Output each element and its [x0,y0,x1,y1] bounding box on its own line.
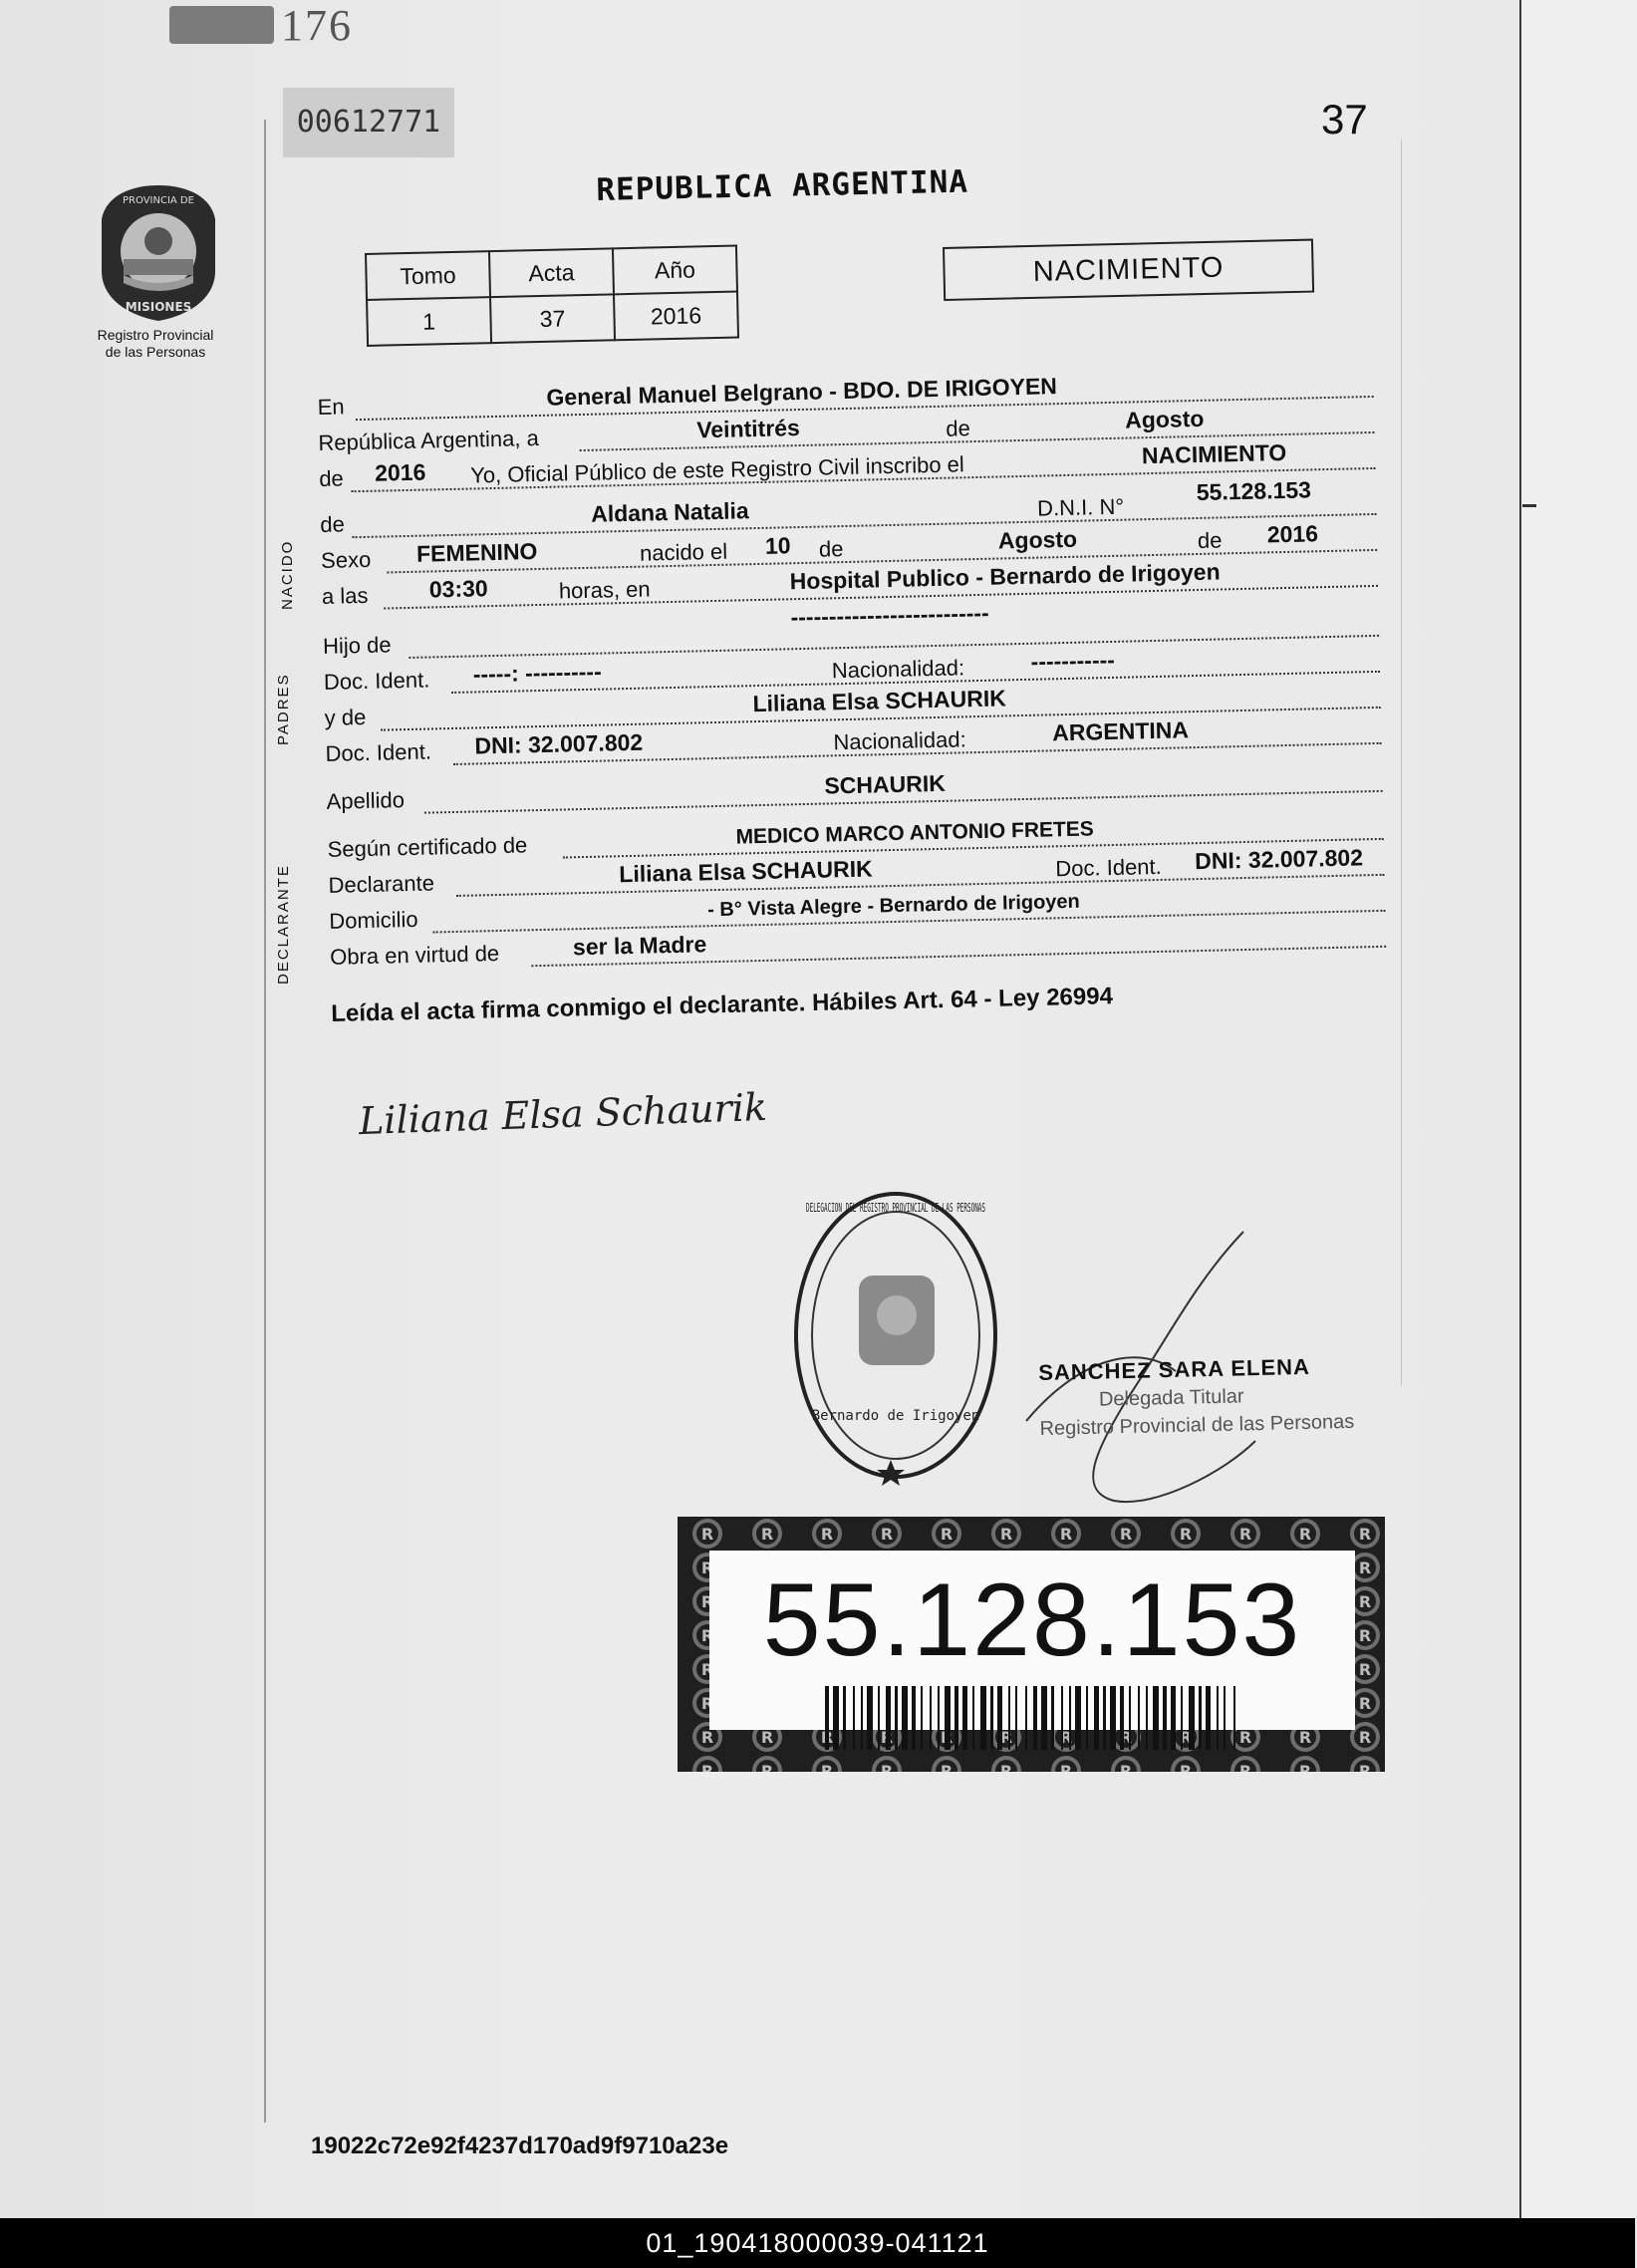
logo-caption-line1: Registro Provincial [97,327,214,343]
barcode-bar [1041,1686,1047,1750]
barcode-bar [962,1686,967,1750]
label-yo: Yo, Oficial Público de este Registro Civil inscribo el [469,451,965,488]
label-nacionalidad: Nacionalidad: [831,655,965,684]
barcode-bar [912,1686,916,1750]
barcode-bar [972,1686,974,1750]
barcode-bar [1033,1686,1037,1750]
barcode-bar [980,1686,986,1750]
label-doc-ident: Doc. Ident. [325,738,432,766]
label-nacionalidad: Nacionalidad: [833,726,966,755]
label-segun: Según certificado de [327,832,528,862]
barcode-bar [853,1686,855,1750]
declarant-signature: Liliana Elsa Schaurik [358,1084,768,1144]
side-label-declarante: DECLARANTE [275,864,292,985]
barcode-bar [1206,1686,1211,1750]
barcode-bar [1171,1686,1176,1750]
page-edge [1519,0,1637,2218]
margin-line [264,120,266,2123]
label-apellido: Apellido [326,787,406,814]
field-lugar-nacimiento: Hospital Publico - Bernardo de Irigoyen [789,558,1221,595]
top-stamp-text: 176 [281,1,353,50]
barcode-bar [867,1686,873,1750]
table-header-tomo: Tomo [366,251,490,300]
barcode-bar [1103,1686,1106,1750]
barcode-bar [1129,1686,1131,1750]
field-padre-nac: ----------- [1030,646,1116,675]
field-nac-anio: 2016 [1266,520,1319,548]
field-nombre: Aldana Natalia [590,497,749,527]
official-office: Registro Provincial de las Personas [1039,1410,1355,1440]
logo-caption [76,327,235,361]
barcode-bar [921,1686,923,1750]
barcode-bar [938,1686,940,1750]
barcode-bar [955,1686,958,1750]
edge-mark [1522,504,1536,507]
label-domicilio: Domicilio [329,906,418,934]
field-dia: Veintitrés [695,415,801,443]
barcode-bar [886,1686,891,1750]
barcode-bar [902,1686,908,1750]
document-title: REPUBLICA ARGENTINA [596,163,969,208]
barcode-bar [1233,1686,1235,1750]
barcode-bar [1181,1686,1183,1750]
official-role: Delegada Titular [1098,1385,1244,1411]
barcode-bar [1094,1686,1099,1750]
table-value-anio: 2016 [614,292,738,341]
table-header-anio: Año [613,246,737,295]
field-hora: 03:30 [428,575,488,603]
province-shield-logo [94,179,223,324]
side-label-padres: PADRES [275,673,292,745]
barcode-bar [843,1686,846,1750]
svg-text:DELEGACION DEL REGISTRO PROVIN: DELEGACION DEL REGISTRO PROVINCIAL DE LAS PERSONAS [806,1201,985,1215]
barcode-bar [1199,1686,1202,1750]
barcode-bar [833,1686,839,1750]
field-madre: Liliana Elsa SCHAURIK [752,685,1007,717]
footer-id: 01_190418000039-041121 [646,2228,989,2258]
barcode-bar [1015,1686,1017,1750]
barcode-bars [825,1686,1263,1750]
field-apellido: SCHAURIK [824,769,947,799]
label-de: de [318,465,345,491]
barcode-bar [1110,1686,1116,1750]
label-republica: República Argentina, a [318,425,540,455]
official-seal [781,1166,1030,1495]
field-certificado: MEDICO MARCO ANTONIO FRETES [735,817,1095,849]
birth-record-form [317,355,1386,973]
field-mes: Agosto [1124,405,1205,433]
document-hash: 19022c72e92f4237d170ad9f9710a23e [311,2132,729,2159]
field-anio: 2016 [374,458,426,486]
barcode-bar [1061,1686,1063,1750]
logo-caption-line2: de las Personas [105,344,206,360]
barcode-bar [1120,1686,1124,1750]
field-declarante: Liliana Elsa SCHAURIK [619,855,873,888]
label-obra: Obra en virtud de [329,940,500,970]
barcode-bar [825,1686,829,1750]
closing-statement: Leída el acta firma conmigo el declarante. Hábiles Art. 64 - Ley 26994 [331,983,1114,1027]
barcode-bar [1025,1686,1027,1750]
label-de: de [320,511,346,537]
barcode-bar [1146,1686,1148,1750]
label-doc-ident: Doc. Ident. [323,667,430,695]
field-sexo: FEMENINO [415,538,538,567]
field-padre: -------------------------- [790,599,989,631]
label-de: de [946,416,971,441]
barcode-bar [861,1686,863,1750]
barcode-bar [1075,1686,1081,1750]
svg-text:MISIONES: MISIONES [125,300,192,314]
barcode-bar [1051,1686,1054,1750]
label-nacido-el: nacido el [639,538,728,566]
svg-text:Bernardo de Irigoyen: Bernardo de Irigoyen [811,1408,980,1424]
barcode-bar [1163,1686,1167,1750]
barcode-bar [1217,1686,1219,1750]
label-a-las: a las [321,582,369,609]
label-sexo: Sexo [320,546,372,573]
barcode-bar [930,1686,932,1750]
field-declarante-doc: DNI: 32.007.802 [1194,844,1364,875]
label-hijo-de: Hijo de [322,632,392,659]
barcode-bar [945,1686,951,1750]
barcode-label [709,1551,1355,1730]
field-domicilio: - B° Vista Alegre - Bernardo de Irigoyen [706,890,1081,922]
barcode-bar [1138,1686,1140,1750]
side-label-nacido: NACIDO [279,539,296,610]
serial-number: 00612771 [283,88,454,157]
label-de: de [1197,527,1223,553]
official-name: SANCHEZ SARA ELENA [1038,1353,1311,1385]
field-nac-mes: Agosto [997,525,1078,554]
dni-barcode-label [678,1517,1385,1772]
top-stamp-image [169,6,274,44]
label-dni: D.N.I. N° [1036,493,1125,521]
record-type-box: NACIMIENTO [943,239,1314,301]
label-declarante: Declarante [328,870,435,898]
table-value-tomo: 1 [367,297,491,346]
field-madre-nac: ARGENTINA [1051,716,1190,746]
registry-table [365,245,739,347]
barcode-bar [878,1686,880,1750]
field-dni: 55.128.153 [1196,476,1312,505]
field-madre-doc: DNI: 32.007.802 [474,728,644,759]
barcode-bar [895,1686,898,1750]
field-obra: ser la Madre [572,931,707,961]
label-y-de: y de [324,704,367,730]
barcode-bar [1153,1686,1159,1750]
barcode-bar [1086,1686,1088,1750]
footer-bar [0,2218,1635,2268]
page-number: 37 [1321,96,1368,142]
barcode-bar [997,1686,1002,1750]
barcode-bar [1224,1686,1226,1750]
field-padre-doc: -----: ---------- [472,658,602,688]
label-horas-en: horas, en [558,576,651,604]
label-en: En [317,394,345,420]
official-block [1038,1352,1355,1443]
barcode-bar [1069,1686,1071,1750]
svg-text:PROVINCIA DE: PROVINCIA DE [123,195,194,206]
field-acto: NACIMIENTO [1141,438,1287,469]
field-nac-dia: 10 [764,532,791,559]
barcode-number: 55.128.153 [762,1562,1302,1678]
margin-line-right [1401,140,1402,1385]
label-doc-ident: Doc. Ident. [1055,853,1162,882]
table-value-acta: 37 [490,294,615,343]
barcode-bar [1008,1686,1010,1750]
table-header-acta: Acta [489,248,614,297]
field-lugar: General Manuel Belgrano - BDO. DE IRIGOYEN [546,373,1058,411]
label-de: de [818,536,844,562]
barcode-bar [1189,1686,1195,1750]
barcode-bar [990,1686,993,1750]
